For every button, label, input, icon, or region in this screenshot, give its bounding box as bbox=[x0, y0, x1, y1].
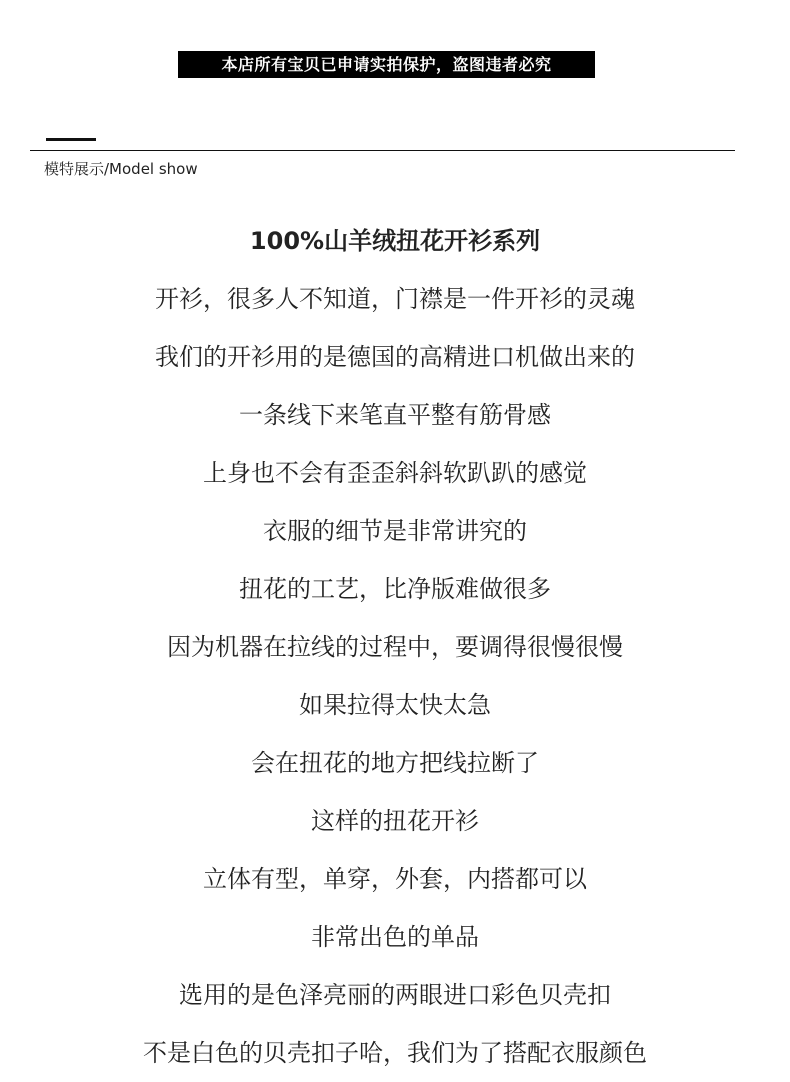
description-line: 非常出色的单品 bbox=[311, 923, 479, 951]
section-accent-rule bbox=[46, 138, 96, 141]
description-line: 开衫，很多人不知道，门襟是一件开衫的灵魂 bbox=[155, 285, 635, 313]
description-text-block bbox=[0, 216, 790, 1082]
copyright-notice-banner: 本店所有宝贝已申请实拍保护，盗图违者必究 bbox=[178, 51, 595, 78]
description-line: 立体有型，单穿，外套，内搭都可以 bbox=[203, 865, 587, 893]
section-divider bbox=[30, 150, 735, 151]
description-line: 衣服的细节是非常讲究的 bbox=[263, 517, 527, 545]
series-title: 100%山羊绒扭花开衫系列 bbox=[249, 227, 541, 255]
description-line: 扭花的工艺，比净版难做很多 bbox=[239, 575, 551, 603]
section-label: 模特展示/Model show bbox=[44, 160, 198, 178]
description-line: 会在扭花的地方把线拉断了 bbox=[251, 749, 539, 777]
description-line: 因为机器在拉线的过程中，要调得很慢很慢 bbox=[167, 633, 623, 661]
description-line: 不是白色的贝壳扣子哈，我们为了搭配衣服颜色 bbox=[143, 1039, 647, 1067]
description-line: 上身也不会有歪歪斜斜软趴趴的感觉 bbox=[203, 459, 587, 487]
description-line: 如果拉得太快太急 bbox=[299, 691, 491, 719]
description-line: 选用的是色泽亮丽的两眼进口彩色贝壳扣 bbox=[179, 981, 611, 1009]
description-line: 我们的开衫用的是德国的高精进口机做出来的 bbox=[155, 343, 635, 371]
description-line: 这样的扭花开衫 bbox=[311, 807, 479, 835]
description-line: 一条线下来笔直平整有筋骨感 bbox=[239, 401, 551, 429]
